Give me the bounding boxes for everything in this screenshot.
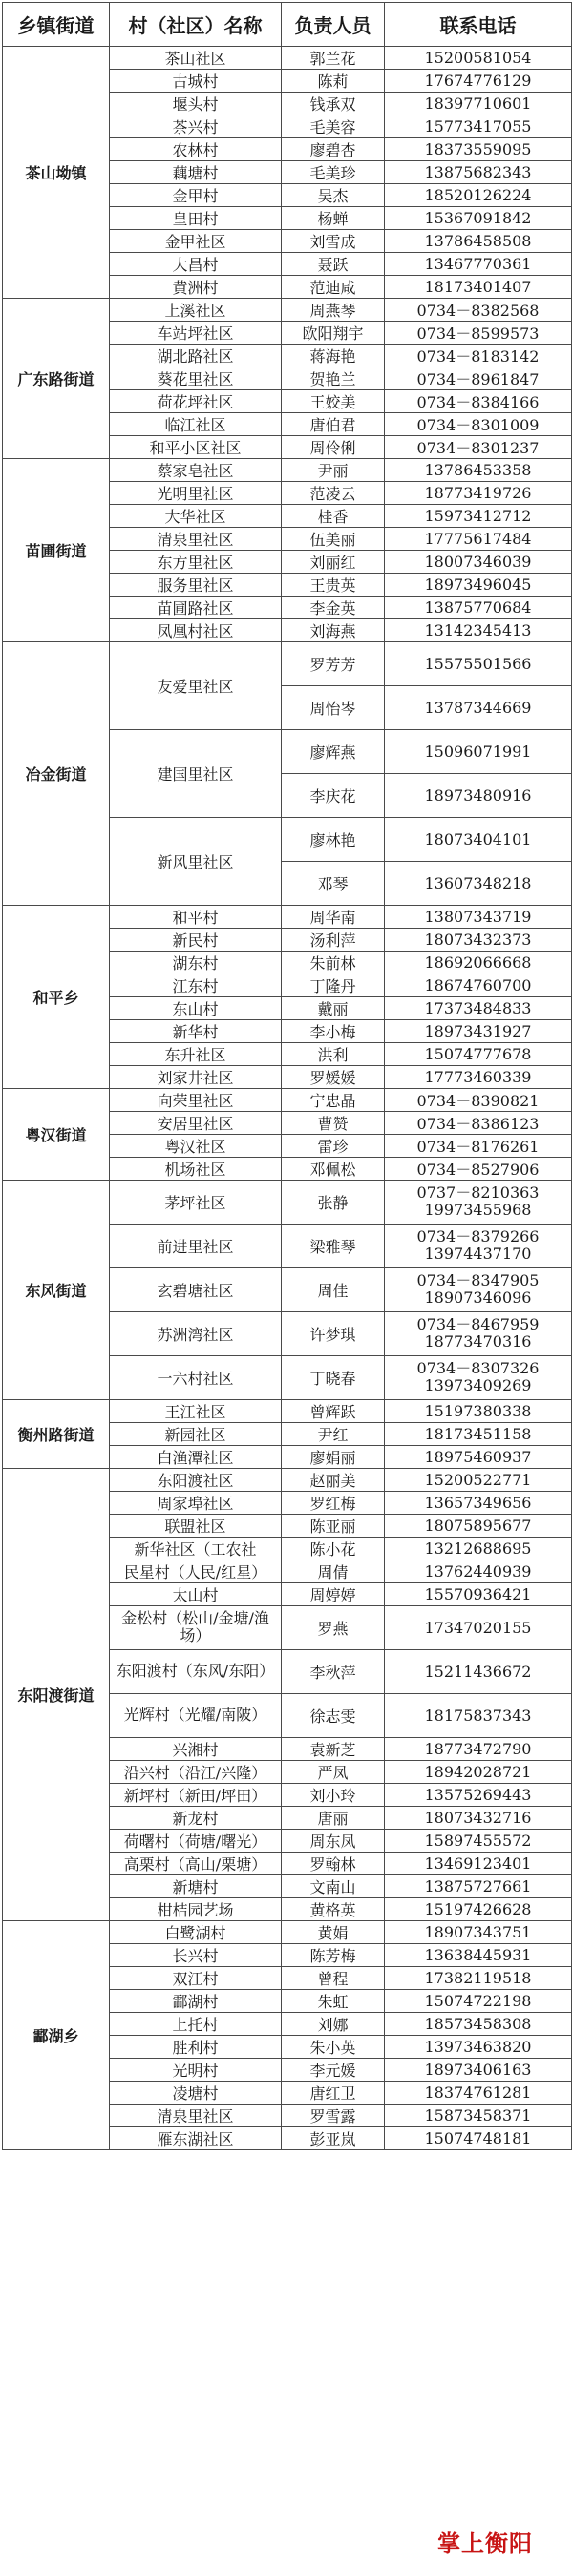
person-cell: 罗雪露 (282, 2104, 385, 2126)
phone-line-secondary: 19973455968 (424, 1201, 532, 1220)
person-cell: 曾程 (282, 1966, 385, 1989)
phone-cell: 18773419726 (385, 482, 572, 505)
phone-cell: 18374761281 (385, 2081, 572, 2104)
village-name-cell: 柑桔园艺场 (110, 1897, 282, 1920)
phone-cell: 18373559095 (385, 138, 572, 161)
village-name-cell: 湖东村 (110, 951, 282, 974)
person-cell: 吴杰 (282, 184, 385, 207)
town-name-cell: 粤汉街道 (3, 1088, 110, 1180)
person-cell: 周华南 (282, 905, 385, 928)
village-name-cell: 新坪村（新田/坪田） (110, 1783, 282, 1806)
village-name-cell: 东山村 (110, 996, 282, 1019)
phone-cell: 18975460937 (385, 1445, 572, 1468)
phone-cell: 15211436672 (385, 1649, 572, 1693)
person-cell: 黄娟 (282, 1920, 385, 1943)
phone-line-secondary: 13974437170 (424, 1245, 532, 1264)
table-row (3, 1399, 572, 1422)
phone-cell: 18973406163 (385, 2058, 572, 2081)
person-cell: 陈亚丽 (282, 1514, 385, 1537)
person-cell: 罗芳芳 (282, 642, 385, 686)
header-phone: 联系电话 (385, 3, 572, 47)
village-name-cell: 湖北路社区 (110, 345, 282, 367)
phone-cell: 18973496045 (385, 574, 572, 597)
phone-cell: 18075895677 (385, 1514, 572, 1537)
person-cell: 李金英 (282, 597, 385, 619)
phone-cell: 0734－8961847 (385, 367, 572, 390)
village-name-cell: 蔡家皂社区 (110, 459, 282, 482)
phone-cell (385, 1311, 572, 1355)
person-cell: 唐红卫 (282, 2081, 385, 2104)
village-name-cell: 藕塘村 (110, 161, 282, 184)
phone-cell: 13607348218 (385, 861, 572, 905)
person-cell: 汤利萍 (282, 928, 385, 951)
phone-cell: 13786458508 (385, 230, 572, 253)
person-cell: 赵丽美 (282, 1468, 385, 1491)
village-name-cell: 苏洲湾社区 (110, 1311, 282, 1355)
village-name-cell: 荷花坪社区 (110, 390, 282, 413)
village-name-cell: 农林村 (110, 138, 282, 161)
phone-cell: 15570936421 (385, 1582, 572, 1605)
person-cell: 蒋海艳 (282, 345, 385, 367)
village-name-cell: 新华村 (110, 1019, 282, 1042)
village-name-cell: 车站坪社区 (110, 322, 282, 345)
watermark-logo: 掌上衡阳 (437, 2529, 533, 2557)
village-name-cell: 刘家井社区 (110, 1065, 282, 1088)
person-cell: 丁隆丹 (282, 974, 385, 996)
phone-cell: 13638445931 (385, 1943, 572, 1966)
header-village: 村（社区）名称 (110, 3, 282, 47)
phone-line-secondary: 18773470316 (424, 1332, 532, 1351)
person-cell: 陈莉 (282, 70, 385, 93)
person-cell: 刘丽红 (282, 551, 385, 574)
village-name-cell: 服务里社区 (110, 574, 282, 597)
person-cell: 罗翰林 (282, 1852, 385, 1874)
phone-cell: 0734－8301237 (385, 436, 572, 459)
town-name-cell: 酃湖乡 (3, 1920, 110, 2149)
village-name-cell: 周家埠社区 (110, 1491, 282, 1514)
village-name-cell: 苗圃路社区 (110, 597, 282, 619)
phone-cell: 15200522771 (385, 1468, 572, 1491)
phone-cell: 0734－8382568 (385, 299, 572, 322)
person-cell: 廖辉燕 (282, 729, 385, 773)
person-cell: 丁晓春 (282, 1355, 385, 1399)
phone-cell: 0734－8390821 (385, 1088, 572, 1111)
village-name-cell: 高栗村（高山/栗塘） (110, 1852, 282, 1874)
town-name-cell: 东风街道 (3, 1180, 110, 1399)
village-name-cell: 联盟社区 (110, 1514, 282, 1537)
village-name-cell: 白渔潭社区 (110, 1445, 282, 1468)
phone-cell (385, 1267, 572, 1311)
village-name-cell: 江东村 (110, 974, 282, 996)
person-cell: 陈芳梅 (282, 1943, 385, 1966)
phone-cell: 13575269443 (385, 1783, 572, 1806)
village-name-cell: 新塘村 (110, 1874, 282, 1897)
village-name-cell: 东阳渡村（东风/东阳） (110, 1649, 282, 1693)
village-name-cell: 金松村（松山/金塘/渔场） (110, 1605, 282, 1649)
person-cell: 李庆花 (282, 773, 385, 817)
phone-cell: 17347020155 (385, 1605, 572, 1649)
phone-line: 0737－8210363 (416, 1183, 540, 1203)
person-cell: 刘小玲 (282, 1783, 385, 1806)
table-body (3, 47, 572, 2150)
phone-line: 0734－8467959 (416, 1315, 540, 1334)
village-name-cell: 新民村 (110, 928, 282, 951)
village-name-cell: 兴湘村 (110, 1737, 282, 1760)
person-cell: 桂香 (282, 505, 385, 528)
village-name-cell: 茅坪社区 (110, 1180, 282, 1224)
village-name-cell: 金甲社区 (110, 230, 282, 253)
phone-cell: 0734－8301009 (385, 413, 572, 436)
phone-cell: 18692066668 (385, 951, 572, 974)
village-name-cell: 友爱里社区 (110, 642, 282, 730)
village-name-cell: 上托村 (110, 2012, 282, 2035)
phone-cell: 13212688695 (385, 1537, 572, 1560)
person-cell: 钱承双 (282, 93, 385, 115)
person-cell: 罗媛媛 (282, 1065, 385, 1088)
village-name-cell: 向荣里社区 (110, 1088, 282, 1111)
village-name-cell: 前进里社区 (110, 1224, 282, 1267)
village-name-cell: 建国里社区 (110, 729, 282, 817)
phone-cell: 13973463820 (385, 2035, 572, 2058)
phone-cell: 15197380338 (385, 1399, 572, 1422)
person-cell: 徐志雯 (282, 1693, 385, 1737)
person-cell: 朱小英 (282, 2035, 385, 2058)
person-cell: 周婷婷 (282, 1582, 385, 1605)
phone-cell: 0734－8176261 (385, 1134, 572, 1157)
village-name-cell: 古城村 (110, 70, 282, 93)
phone-cell: 17674776129 (385, 70, 572, 93)
person-cell: 罗燕 (282, 1605, 385, 1649)
person-cell: 伍美丽 (282, 528, 385, 551)
phone-cell: 13142345413 (385, 619, 572, 642)
person-cell: 曾辉跃 (282, 1399, 385, 1422)
person-cell: 罗红梅 (282, 1491, 385, 1514)
phone-cell: 13467770361 (385, 253, 572, 276)
person-cell: 欧阳翔宇 (282, 322, 385, 345)
village-name-cell: 胜利村 (110, 2035, 282, 2058)
contacts-table (2, 2, 572, 2150)
person-cell: 刘娜 (282, 2012, 385, 2035)
person-cell: 范迪咸 (282, 276, 385, 299)
table-row (3, 299, 572, 322)
header-person: 负责人员 (282, 3, 385, 47)
village-name-cell: 东阳渡社区 (110, 1468, 282, 1491)
phone-cell: 18973431927 (385, 1019, 572, 1042)
person-cell: 唐伯君 (282, 413, 385, 436)
phone-cell: 15575501566 (385, 642, 572, 686)
person-cell: 袁新芝 (282, 1737, 385, 1760)
town-name-cell: 和平乡 (3, 905, 110, 1088)
phone-cell: 18520126224 (385, 184, 572, 207)
table-row (3, 642, 572, 686)
person-cell: 廖娟丽 (282, 1445, 385, 1468)
phone-cell: 13786453358 (385, 459, 572, 482)
person-cell: 曹赞 (282, 1111, 385, 1134)
table-row (3, 1180, 572, 1224)
phone-cell (385, 1180, 572, 1224)
village-name-cell: 王江社区 (110, 1399, 282, 1422)
village-name-cell: 安居里社区 (110, 1111, 282, 1134)
phone-cell: 13787344669 (385, 685, 572, 729)
village-name-cell: 葵花里社区 (110, 367, 282, 390)
phone-cell: 17382119518 (385, 1966, 572, 1989)
person-cell: 周伶俐 (282, 436, 385, 459)
phone-cell: 15074777678 (385, 1042, 572, 1065)
phone-cell: 15197426628 (385, 1897, 572, 1920)
village-name-cell: 和平村 (110, 905, 282, 928)
person-cell: 李元媛 (282, 2058, 385, 2081)
phone-cell: 18173451158 (385, 1422, 572, 1445)
phone-cell: 13875770684 (385, 597, 572, 619)
phone-cell: 15773417055 (385, 115, 572, 138)
person-cell: 范凌云 (282, 482, 385, 505)
person-cell: 刘雪成 (282, 230, 385, 253)
phone-cell: 15367091842 (385, 207, 572, 230)
phone-cell: 13469123401 (385, 1852, 572, 1874)
village-name-cell: 新园社区 (110, 1422, 282, 1445)
person-cell: 周东凤 (282, 1829, 385, 1852)
person-cell: 贺艳兰 (282, 367, 385, 390)
town-name-cell: 苗圃街道 (3, 459, 110, 642)
phone-cell: 18073432373 (385, 928, 572, 951)
person-cell: 许梦琪 (282, 1311, 385, 1355)
person-cell: 李秋萍 (282, 1649, 385, 1693)
village-name-cell: 堰头村 (110, 93, 282, 115)
village-name-cell: 大昌村 (110, 253, 282, 276)
town-name-cell: 东阳渡街道 (3, 1468, 110, 1920)
person-cell: 尹丽 (282, 459, 385, 482)
phone-line: 0734－8347905 (416, 1271, 540, 1290)
person-cell: 张静 (282, 1180, 385, 1224)
town-name-cell: 广东路街道 (3, 299, 110, 459)
phone-cell (385, 1355, 572, 1399)
phone-cell: 15873458371 (385, 2104, 572, 2126)
phone-cell: 18573458308 (385, 2012, 572, 2035)
person-cell: 李小梅 (282, 1019, 385, 1042)
phone-cell: 17373484833 (385, 996, 572, 1019)
person-cell: 毛美珍 (282, 161, 385, 184)
phone-cell: 0734－8527906 (385, 1157, 572, 1180)
person-cell: 周燕琴 (282, 299, 385, 322)
town-name-cell: 衡州路街道 (3, 1399, 110, 1468)
table-row (3, 1920, 572, 1943)
person-cell: 刘海燕 (282, 619, 385, 642)
person-cell: 朱前林 (282, 951, 385, 974)
village-name-cell: 和平小区社区 (110, 436, 282, 459)
person-cell: 周佳 (282, 1267, 385, 1311)
table-row (3, 47, 572, 70)
phone-cell: 15897455572 (385, 1829, 572, 1852)
person-cell: 周怡岑 (282, 685, 385, 729)
person-cell: 王贵英 (282, 574, 385, 597)
village-name-cell: 白鹭湖村 (110, 1920, 282, 1943)
person-cell: 宁忠晶 (282, 1088, 385, 1111)
village-name-cell: 荷曙村（荷塘/曙光） (110, 1829, 282, 1852)
village-name-cell: 酃湖村 (110, 1989, 282, 2012)
person-cell: 梁雅琴 (282, 1224, 385, 1267)
village-name-cell: 双江村 (110, 1966, 282, 1989)
village-name-cell: 新华社区（工农社 (110, 1537, 282, 1560)
phone-line-secondary: 13973409269 (424, 1376, 532, 1395)
phone-line: 0734－8379266 (416, 1227, 540, 1246)
village-name-cell: 机场社区 (110, 1157, 282, 1180)
phone-cell: 13807343719 (385, 905, 572, 928)
village-name-cell: 东升社区 (110, 1042, 282, 1065)
village-name-cell: 清泉里社区 (110, 2104, 282, 2126)
phone-cell: 18175837343 (385, 1693, 572, 1737)
person-cell: 郭兰花 (282, 47, 385, 70)
person-cell: 洪利 (282, 1042, 385, 1065)
person-cell: 陈小花 (282, 1537, 385, 1560)
phone-line: 0734－8307326 (416, 1359, 540, 1378)
phone-cell: 15074722198 (385, 1989, 572, 2012)
village-name-cell: 雁东湖社区 (110, 2126, 282, 2149)
person-cell: 朱虹 (282, 1989, 385, 2012)
village-name-cell: 黄洲村 (110, 276, 282, 299)
village-name-cell: 粤汉社区 (110, 1134, 282, 1157)
village-name-cell: 沿兴村（沿江/兴隆） (110, 1760, 282, 1783)
phone-cell: 18973480916 (385, 773, 572, 817)
village-name-cell: 清泉里社区 (110, 528, 282, 551)
village-name-cell: 民星村（人民/红星） (110, 1560, 282, 1582)
phone-cell: 0734－8599573 (385, 322, 572, 345)
village-name-cell: 东方里社区 (110, 551, 282, 574)
phone-cell: 13657349656 (385, 1491, 572, 1514)
phone-cell: 15973412712 (385, 505, 572, 528)
person-cell: 唐丽 (282, 1806, 385, 1829)
village-name-cell: 上溪社区 (110, 299, 282, 322)
header-row (3, 3, 572, 47)
village-name-cell: 大华社区 (110, 505, 282, 528)
phone-cell: 18173401407 (385, 276, 572, 299)
village-name-cell: 金甲村 (110, 184, 282, 207)
village-name-cell: 玄碧塘社区 (110, 1267, 282, 1311)
person-cell: 廖碧杏 (282, 138, 385, 161)
person-cell: 戴丽 (282, 996, 385, 1019)
phone-cell (385, 1224, 572, 1267)
table-row (3, 459, 572, 482)
header-town: 乡镇街道 (3, 3, 110, 47)
village-name-cell: 一六村社区 (110, 1355, 282, 1399)
phone-cell: 17773460339 (385, 1065, 572, 1088)
phone-cell: 18773472790 (385, 1737, 572, 1760)
village-name-cell: 光辉村（光耀/南陂） (110, 1693, 282, 1737)
village-name-cell: 长兴村 (110, 1943, 282, 1966)
person-cell: 杨蝉 (282, 207, 385, 230)
person-cell: 聂跃 (282, 253, 385, 276)
village-name-cell: 皇田村 (110, 207, 282, 230)
person-cell: 文南山 (282, 1874, 385, 1897)
phone-cell: 18942028721 (385, 1760, 572, 1783)
village-name-cell: 茶山社区 (110, 47, 282, 70)
phone-cell: 18073432716 (385, 1806, 572, 1829)
village-name-cell: 新龙村 (110, 1806, 282, 1829)
person-cell: 毛美容 (282, 115, 385, 138)
village-name-cell: 茶兴村 (110, 115, 282, 138)
village-name-cell: 太山村 (110, 1582, 282, 1605)
phone-cell: 0734－8384166 (385, 390, 572, 413)
phone-cell: 18907343751 (385, 1920, 572, 1943)
person-cell: 严凤 (282, 1760, 385, 1783)
phone-cell: 18007346039 (385, 551, 572, 574)
phone-cell: 18674760700 (385, 974, 572, 996)
phone-cell: 15200581054 (385, 47, 572, 70)
phone-cell: 18073404101 (385, 817, 572, 861)
town-name-cell: 茶山坳镇 (3, 47, 110, 299)
phone-cell: 13762440939 (385, 1560, 572, 1582)
table-row (3, 1088, 572, 1111)
village-name-cell: 光明里社区 (110, 482, 282, 505)
person-cell: 邓佩松 (282, 1157, 385, 1180)
phone-cell: 13875682343 (385, 161, 572, 184)
person-cell: 周倩 (282, 1560, 385, 1582)
table-row (3, 905, 572, 928)
phone-cell: 13875727661 (385, 1874, 572, 1897)
person-cell: 黄格英 (282, 1897, 385, 1920)
person-cell: 王姣美 (282, 390, 385, 413)
phone-cell: 18397710601 (385, 93, 572, 115)
person-cell: 尹红 (282, 1422, 385, 1445)
phone-cell: 0734－8183142 (385, 345, 572, 367)
person-cell: 彭亚岚 (282, 2126, 385, 2149)
village-name-cell: 凤凰村社区 (110, 619, 282, 642)
person-cell: 廖林艳 (282, 817, 385, 861)
town-name-cell: 冶金街道 (3, 642, 110, 906)
village-name-cell: 光明村 (110, 2058, 282, 2081)
person-cell: 雷珍 (282, 1134, 385, 1157)
village-name-cell: 凌塘村 (110, 2081, 282, 2104)
phone-cell: 17775617484 (385, 528, 572, 551)
village-name-cell: 新风里社区 (110, 817, 282, 905)
table-row (3, 1468, 572, 1491)
phone-line-secondary: 18907346096 (424, 1288, 532, 1308)
village-name-cell: 临江社区 (110, 413, 282, 436)
phone-cell: 15096071991 (385, 729, 572, 773)
phone-cell: 15074748181 (385, 2126, 572, 2149)
person-cell: 邓琴 (282, 861, 385, 905)
phone-cell: 0734－8386123 (385, 1111, 572, 1134)
